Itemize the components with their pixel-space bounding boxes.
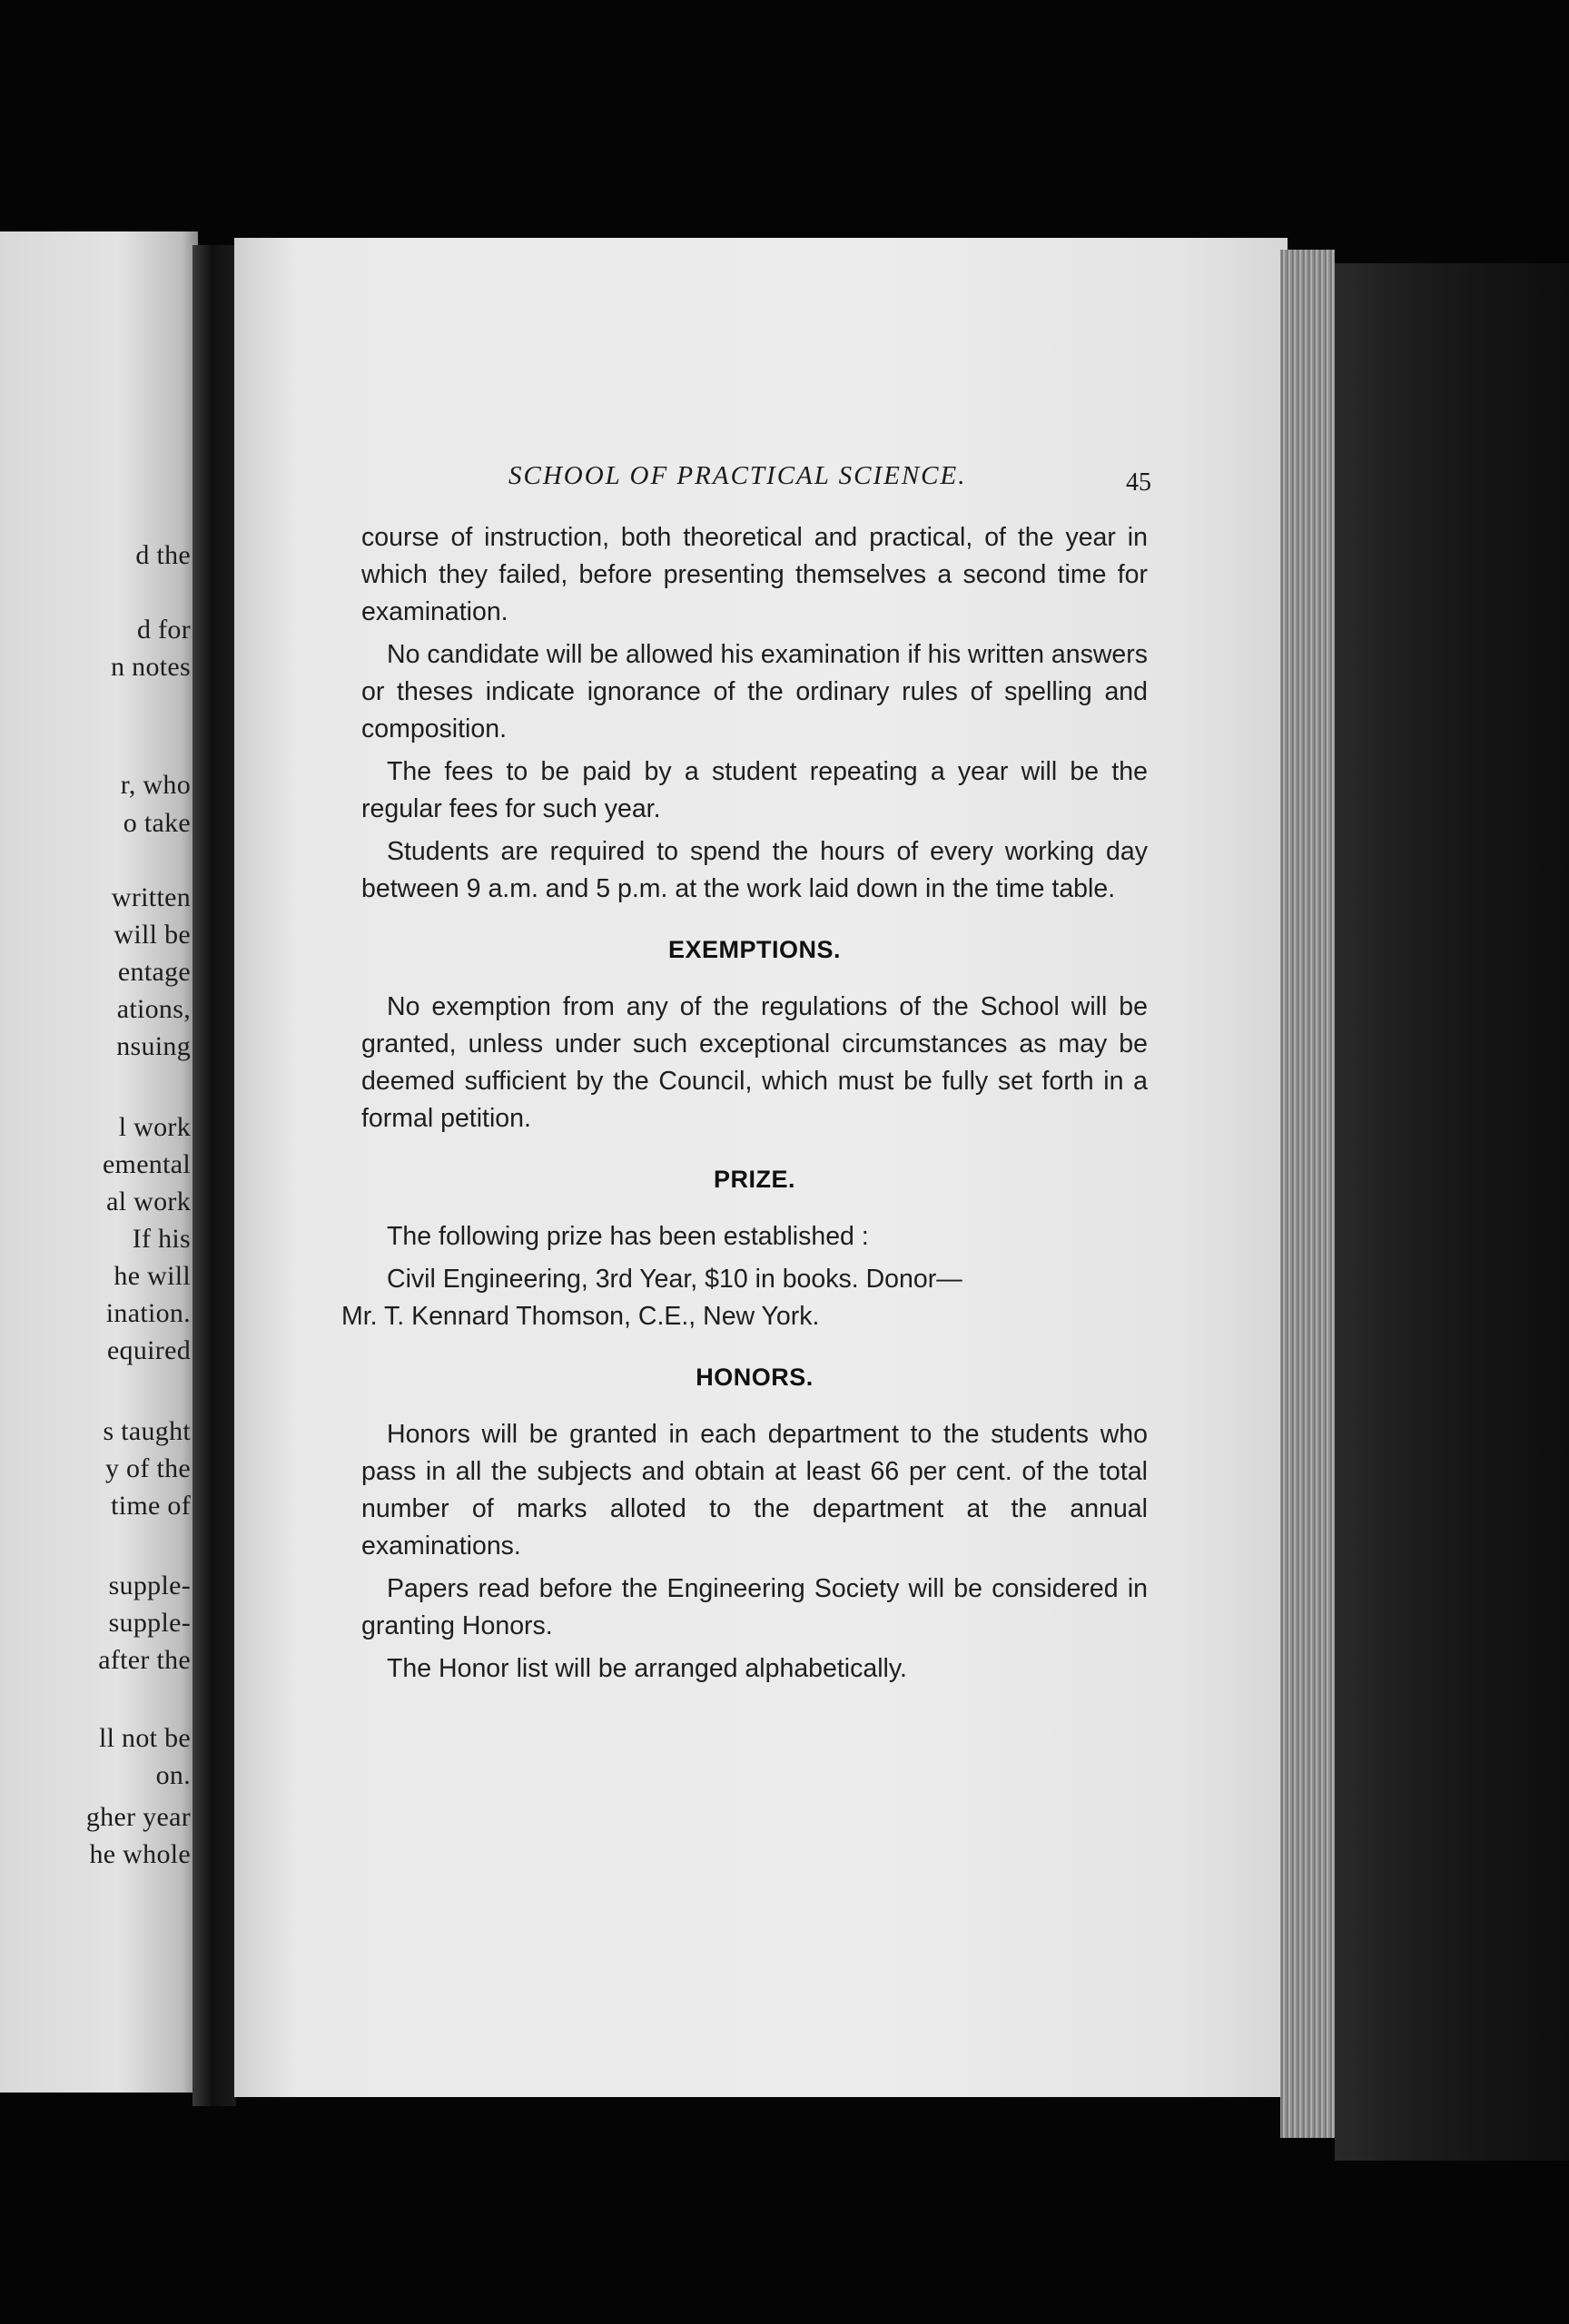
left-page-line: time of [111,1491,191,1521]
left-page-line: equired [106,1335,191,1365]
left-page-line: supple- [108,1608,191,1638]
exemptions-heading: EXEMPTIONS. [667,936,842,963]
left-page-line: y of the [104,1453,191,1483]
left-page-line: will be [113,920,191,950]
left-page-line: l work [118,1112,191,1142]
honors-paragraph: Honors will be granted in each department to the students who pass in all the subjects and obtain at least 66 per cent. of the total number of marks alloted to the department at the annual examinations. [361,1420,1148,1561]
page-number: 45 [1126,468,1151,497]
previous-page [0,231,198,2093]
left-page-line: ll not be [98,1723,191,1753]
paragraph-hours: Students are required to spend the hours of every working day between 9 a.m. and 5 p.m. at the work laid down in the time table. [361,837,1148,903]
paragraph-fees: The fees to be paid by a student repeating a year will be the regular fees for such year. [361,757,1148,823]
honors-list-paragraph: The Honor list will be arranged alphabetically. [387,1654,907,1683]
book-cover-edge [1335,263,1569,2161]
left-page-line: ations, [116,994,191,1024]
left-page-line: supple- [108,1571,191,1600]
paragraph-continuation: course of instruction, both theoretical and practical, of the year in which they failed, before presenting themselves a second time for examination. [361,523,1148,626]
left-page-line: al work [106,1187,191,1216]
left-page-line: nsuing [116,1031,191,1061]
left-page-line: emental [102,1149,191,1179]
left-page-line: s taught [103,1416,191,1446]
prize-intro: The following prize has been established : [387,1222,869,1251]
left-page-line: d the [135,540,191,570]
left-page-line: n notes [111,652,191,682]
page-body [341,519,1148,1693]
paragraph-composition: No candidate will be allowed his examination if his written answers or theses indicate ignorance of the ordinary rules of spelling and composition. [361,640,1148,743]
left-page-line: ination. [105,1298,191,1328]
honors-papers-paragraph: Papers read before the Engineering Society will be considered in granting Honors. [361,1574,1148,1640]
left-page-line: written [111,882,191,912]
exemptions-paragraph: No exemption from any of the regulations of the School will be granted, unless under such exceptional circumstances as may be deemed sufficient by the Council, which must be fully set forth in a formal petition. [361,992,1148,1133]
left-page-line: If his [132,1224,191,1254]
left-page-line: gher year [85,1802,191,1832]
page-edges [1280,250,1335,2138]
left-page-line: after the [98,1645,191,1675]
left-page-line: he will [113,1261,191,1291]
prize-heading: PRIZE. [713,1166,795,1193]
book-gutter [192,245,236,2106]
left-page-line: r, who [120,770,191,800]
running-head: SCHOOL OF PRACTICAL SCIENCE. [508,461,967,490]
prize-detail: Civil Engineering, 3rd Year, $10 in books. Donor— [387,1265,962,1294]
left-page-line: on. [155,1760,191,1790]
honors-heading: HONORS. [696,1364,814,1391]
left-page-line: he whole [89,1839,191,1869]
prize-donor: Mr. T. Kennard Thomson, C.E., New York. [341,1302,820,1331]
left-page-line: entage [117,957,191,987]
left-page-line: o take [123,808,191,838]
left-page-line: d for [137,615,191,645]
